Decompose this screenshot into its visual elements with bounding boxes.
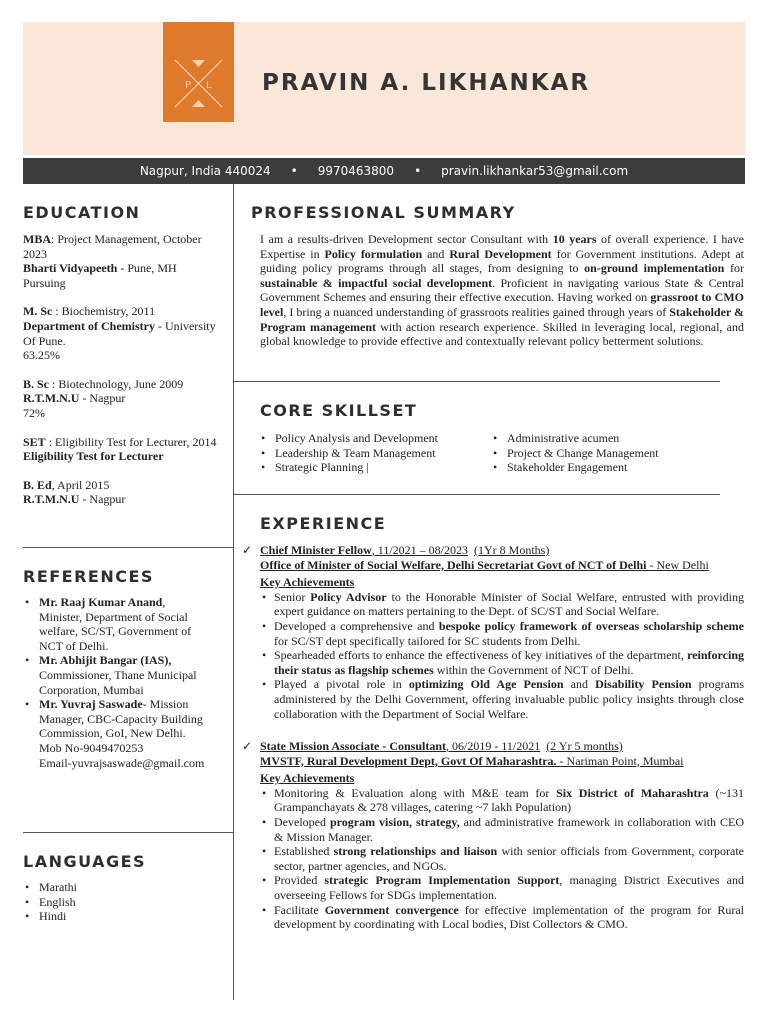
- divider: [234, 381, 720, 382]
- job-org: MVSTF, Rural Development Dept, Govt Of Maharashtra.: [260, 753, 557, 768]
- achievements-list: [242, 786, 744, 932]
- emphasis-text: bespoke policy framework of overseas scholarship scheme: [438, 618, 744, 633]
- education-heading: EDUCATION: [23, 203, 141, 222]
- education-item: B. Ed, April 2015 R.T.M.N.U - Nagpur: [23, 477, 126, 507]
- education-item: SET : Eligibility Test for Lecturer, 2014 Eligibility Test for Lecturer: [23, 434, 217, 464]
- job-role: State Mission Associate - Consultant: [260, 739, 447, 753]
- body-text: to the Honorable Minister of Social Welfare, entrusted with providing expert guidance on matters pertaining to the Dept. of SC/ST and Social Welfare.: [274, 589, 744, 619]
- emphasis-text: Rural Development: [449, 246, 552, 261]
- education-item: B. Sc : Biotechnology, June 2009 R.T.M.N.U - Nagpur 72%: [23, 376, 184, 420]
- emphasis-text: program vision, strategy,: [329, 814, 460, 829]
- page-title: PRAVIN A. LIKHANKAR: [262, 70, 591, 96]
- emphasis-text: strong relationships and liaison: [333, 844, 498, 859]
- list-item: • Strategic Planning |: [259, 460, 438, 475]
- achievement-item: [260, 786, 744, 815]
- body-text: with senior officials from Government, corporate sector, partner agencies, and NGOs.: [274, 844, 745, 873]
- summary-heading: PROFESSIONAL SUMMARY: [251, 203, 516, 222]
- list-item: • Mr. Raaj Kumar Anand, Minister, Department of Social welfare, SC/ST, Government of NCT of Delhi.: [23, 595, 208, 653]
- body-text: Senior: [274, 589, 311, 604]
- experience-heading: EXPERIENCE: [260, 514, 387, 533]
- emphasis-text: Government convergence: [324, 902, 459, 917]
- body-text: of overall experience. I have Expertise in: [260, 232, 745, 261]
- body-text: and administrative framework in collaboration with CEO & Mission Manager.: [274, 814, 744, 844]
- contact-bar: [23, 158, 745, 184]
- job-dates: , 11/2021 – 08/2023: [371, 543, 468, 557]
- education-list: [23, 232, 228, 521]
- checkmark-icon: ✓: [242, 543, 253, 557]
- list-item: • Stakeholder Engagement: [491, 460, 659, 475]
- logo-letter-p: P: [185, 80, 192, 91]
- achievements-list: [242, 590, 744, 721]
- skills-list-left: [259, 431, 438, 475]
- list-item: • Hindi: [23, 909, 228, 924]
- body-text: Monitoring & Evaluation along with M&E team for: [274, 785, 557, 800]
- divider: [234, 494, 720, 495]
- languages-heading: LANGUAGES: [23, 852, 147, 871]
- contact-separator: •: [414, 164, 422, 178]
- body-text: with action research experience. Skilled in leveraging local, regional, and global knowledge to provide effective and contextually relevant policy betterment solutions.: [260, 319, 744, 349]
- body-text: programs administered by the Delhi Government, offering invaluable public policy insights through close collaboration with the Department of Social Welfare.: [274, 677, 744, 721]
- experience-item: [242, 543, 744, 721]
- job-duration: (1Yr 8 Months): [474, 543, 550, 557]
- monogram-icon: [163, 22, 234, 122]
- job-org-line: [242, 558, 744, 573]
- body-text: and: [563, 677, 596, 692]
- column-divider: [233, 184, 234, 1000]
- education-item: M. Sc : Biochemistry, 2011 Department of Chemistry - University Of Pune. 63.25%: [23, 304, 216, 363]
- achievement-item: [260, 844, 744, 873]
- achievement-item: [260, 677, 744, 721]
- emphasis-text: grassroot to CMO level: [260, 290, 744, 319]
- summary-text: [260, 232, 744, 349]
- body-text: Played a pivotal role in: [274, 677, 409, 692]
- list-item: • Project & Change Management: [491, 446, 659, 461]
- divider: [23, 832, 233, 833]
- body-text: for Government institutions. Adept at guiding policy programs through all stages, from designing to: [260, 246, 744, 276]
- list-item: • Leadership & Team Management: [259, 446, 438, 461]
- skills-list-right: [491, 431, 659, 475]
- experience-item: [242, 739, 744, 932]
- body-text: , managing District Executives and overseeing Fellows for SDGs implementation.: [274, 873, 744, 902]
- emphasis-text: Disability Pension: [595, 677, 692, 692]
- job-dates: , 06/2019 - 11/2021: [446, 739, 541, 753]
- skills-heading: CORE SKILLSET: [260, 401, 418, 420]
- body-text: Developed a comprehensive and: [274, 618, 439, 633]
- job-location: - Nariman Point, Mumbai: [556, 753, 684, 768]
- list-item: • Mr. Yuvraj Saswade- Mission Manager, CBC-Capacity Building Commission, GoI, New Delhi. Mob No-9049470253 Email-yuvrajsaswade@gmail.com: [23, 697, 208, 770]
- body-text: Spearheaded efforts to enhance the effectiveness of key initiatives of the department,: [274, 648, 688, 663]
- divider: [23, 547, 233, 548]
- list-item: • Marathi: [23, 880, 228, 895]
- contact-email[interactable]: pravin.likhankar53@gmail.com: [441, 164, 629, 178]
- body-text: I am a results-driven Development sector Consultant with: [260, 232, 553, 246]
- emphasis-text: Stakeholder & Program management: [260, 304, 745, 334]
- job-role: Chief Minister Fellow: [260, 543, 372, 557]
- emphasis-text: Policy formulation: [324, 246, 423, 261]
- achievement-item: [260, 590, 744, 619]
- job-org-line: [242, 754, 744, 769]
- job-location: - New Delhi: [646, 557, 709, 572]
- body-text: Developed: [274, 814, 330, 829]
- key-achievements-label: Key Achievements: [260, 771, 355, 786]
- body-text: for SC/ST dept specifically tailored for SC students from Delhi.: [274, 633, 581, 648]
- references-heading: REFERENCES: [23, 567, 154, 586]
- emphasis-text: on-ground implementation: [584, 261, 725, 276]
- languages-list: [23, 880, 228, 924]
- list-item: • Administrative acumen: [491, 431, 659, 446]
- emphasis-text: optimizing Old Age Pension: [408, 677, 564, 692]
- job-org: Office of Minister of Social Welfare, Delhi Secretariat Govt of NCT of Delhi: [260, 557, 647, 572]
- monogram-logo: [163, 22, 234, 122]
- body-text: for effective implementation of the program for Rural development by coordinating with Local bodies, Dist Collectors & CMO.: [274, 902, 744, 932]
- emphasis-text: 10 years: [552, 232, 597, 246]
- body-text: within the Government of NCT of Delhi.: [433, 662, 634, 677]
- job-duration: (2 Yr 5 months): [546, 739, 623, 753]
- body-text: and: [422, 246, 450, 261]
- achievement-item: [260, 619, 744, 648]
- body-text: (~131 Grampanchayats & 278 villages, catering ~7 lakh Population): [274, 785, 744, 815]
- emphasis-text: reinforcing their status as flagship schemes: [274, 648, 744, 677]
- achievement-item: [260, 903, 744, 932]
- emphasis-text: strategic Program Implementation Support: [324, 873, 560, 888]
- emphasis-text: Policy Advisor: [310, 589, 387, 604]
- emphasis-text: sustainable & impactful social development: [260, 275, 493, 290]
- achievement-item: [260, 815, 744, 844]
- job-header: [242, 543, 744, 558]
- achievement-item: [260, 873, 744, 902]
- body-text: , I bring a nuanced understanding of grassroots realities gained through years of: [283, 304, 670, 319]
- key-achievements-label: Key Achievements: [260, 575, 355, 590]
- list-item: • English: [23, 895, 228, 910]
- list-item: • Mr. Abhijit Bangar (IAS), Commissioner, Thane Municipal Corporation, Mumbai: [23, 653, 208, 697]
- job-header: [242, 739, 744, 754]
- education-item: MBA: Project Management, October 2023 Bharti Vidyapeeth - Pune, MH Pursuing: [23, 232, 202, 290]
- contact-separator: •: [290, 164, 298, 178]
- body-text: Facilitate: [274, 902, 325, 917]
- references-list: [23, 595, 208, 770]
- checkmark-icon: ✓: [242, 739, 253, 753]
- contact-phone[interactable]: 9970463800: [317, 164, 395, 178]
- list-item: • Policy Analysis and Development: [259, 431, 438, 446]
- contact-location: Nagpur, India 440024: [139, 164, 271, 178]
- logo-letter-l: L: [206, 80, 212, 91]
- body-text: for: [724, 261, 744, 276]
- body-text: Provided: [274, 873, 325, 888]
- body-text: Established: [274, 844, 334, 859]
- emphasis-text: Six District of Maharashtra: [556, 785, 709, 800]
- body-text: . Proficient in navigating various State & Central Government Schemes and ensuring their effective execution. Having worked on: [260, 275, 744, 305]
- achievement-item: [260, 648, 744, 677]
